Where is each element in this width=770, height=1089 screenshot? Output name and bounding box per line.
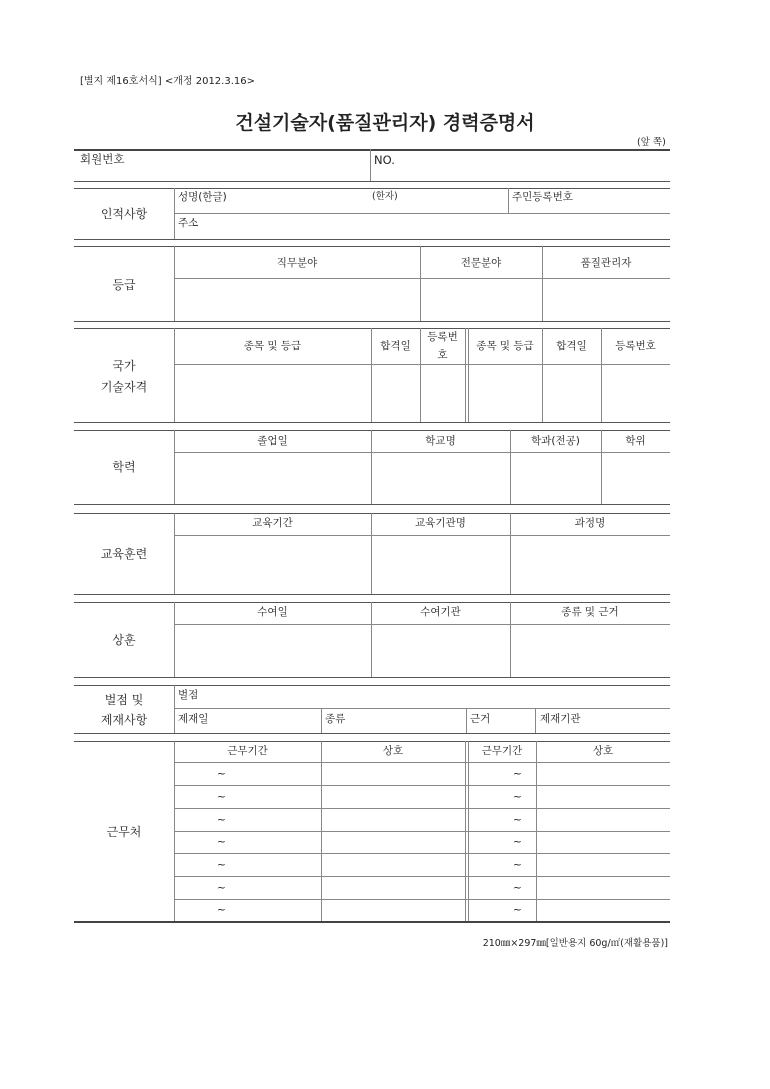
name-kor-label: 성명(한글) bbox=[178, 191, 227, 203]
edu-school: 학교명 bbox=[425, 435, 456, 447]
license-label2: 기술자격 bbox=[100, 380, 148, 394]
award-label: 상훈 bbox=[112, 633, 136, 647]
edu-top bbox=[74, 430, 670, 431]
work-row-line bbox=[174, 808, 670, 809]
work-company2: 상호 bbox=[592, 745, 614, 757]
page-title: 건설기술자(품질관리자) 경력증명서 bbox=[235, 112, 535, 134]
work-tilde2: ~ bbox=[513, 791, 522, 803]
work-period2: 근무기간 bbox=[481, 745, 523, 757]
work-tilde2: ~ bbox=[513, 768, 522, 780]
member-label: 회원번호 bbox=[80, 152, 125, 166]
train-institution: 교육기관명 bbox=[415, 517, 466, 529]
pen-div2 bbox=[321, 708, 322, 733]
work-row-line bbox=[174, 762, 670, 763]
personal-bottom bbox=[74, 239, 670, 240]
edu-bottom bbox=[74, 504, 670, 505]
address-label: 주소 bbox=[178, 217, 199, 229]
member-no-label: NO. bbox=[374, 153, 395, 167]
lic-item2: 종목 및 등급 bbox=[476, 340, 534, 352]
lic-div4 bbox=[465, 328, 466, 422]
work-row-line bbox=[174, 876, 670, 877]
personal-label: 인적사항 bbox=[100, 207, 148, 221]
train-mid bbox=[174, 535, 670, 536]
form-id: [별지 제16호서식] <개정 2012.3.16> bbox=[80, 76, 255, 87]
lic-mid bbox=[174, 364, 670, 365]
award-bottom bbox=[74, 677, 670, 678]
grade-bottom bbox=[74, 321, 670, 322]
lic-item: 종목 및 등급 bbox=[243, 340, 302, 352]
grade-col1: 직무분야 bbox=[276, 257, 318, 269]
resident-divider bbox=[508, 188, 509, 213]
penalty-date: 제재일 bbox=[178, 713, 209, 725]
train-bottom bbox=[74, 594, 670, 595]
penalty-penalty: 벌점 bbox=[178, 689, 199, 701]
license-label1: 국가 bbox=[112, 359, 136, 373]
award-type: 종류 및 근거 bbox=[561, 606, 619, 618]
work-tilde: ~ bbox=[217, 791, 226, 803]
grade-col2: 전문분야 bbox=[460, 257, 502, 269]
award-date: 수여일 bbox=[257, 606, 288, 618]
work-tilde: ~ bbox=[217, 768, 226, 780]
lic-reg-no-a: 등록번 bbox=[427, 331, 458, 343]
pen-div4 bbox=[535, 708, 536, 733]
name-han-label: (한자) bbox=[372, 191, 398, 202]
penalty-bottom bbox=[74, 733, 670, 734]
penalty-label2: 제재사항 bbox=[100, 713, 148, 727]
penalty-top bbox=[74, 685, 670, 686]
work-tilde2: ~ bbox=[513, 882, 522, 894]
edu-label: 학력 bbox=[112, 460, 136, 474]
lic-pass-date2: 합격일 bbox=[556, 340, 587, 352]
work-bottom bbox=[74, 921, 670, 923]
work-row-line bbox=[174, 899, 670, 900]
work-tilde: ~ bbox=[217, 859, 226, 871]
lic-pass-date: 합격일 bbox=[380, 340, 411, 352]
train-label: 교육훈련 bbox=[100, 547, 148, 561]
work-tilde: ~ bbox=[217, 836, 226, 848]
license-top bbox=[74, 328, 670, 329]
lic-reg-no2: 등록번호 bbox=[615, 340, 656, 352]
train-period: 교육기간 bbox=[252, 517, 293, 529]
penalty-basis: 근거 bbox=[470, 713, 491, 725]
grade-col3: 품질관리자 bbox=[580, 257, 632, 269]
penalty-label1: 벌점 및 bbox=[104, 693, 144, 707]
penalty-org: 제재기관 bbox=[540, 713, 581, 725]
grade-top bbox=[74, 246, 670, 247]
train-course: 과정명 bbox=[574, 517, 606, 529]
award-mid bbox=[174, 624, 670, 625]
work-company: 상호 bbox=[382, 745, 404, 757]
work-period: 근무기간 bbox=[227, 745, 268, 757]
work-tilde: ~ bbox=[217, 904, 226, 916]
footer-note: 210㎜×297㎜[일반용지 60g/㎡(재활용품)] bbox=[482, 938, 668, 949]
award-top bbox=[74, 602, 670, 603]
work-label: 근무처 bbox=[106, 825, 142, 839]
member-bottom bbox=[74, 181, 670, 182]
work-row-line bbox=[174, 785, 670, 786]
lic-reg-no-b: 호 bbox=[437, 349, 448, 361]
work-tilde2: ~ bbox=[513, 904, 522, 916]
resident-no-label: 주민등록번호 bbox=[512, 191, 573, 203]
edu-degree: 학위 bbox=[625, 435, 646, 447]
edu-major: 학과(전공) bbox=[531, 435, 580, 447]
top-border bbox=[74, 149, 670, 151]
grade-label: 등급 bbox=[112, 278, 136, 292]
work-tilde2: ~ bbox=[513, 836, 522, 848]
pen-div1 bbox=[174, 685, 175, 733]
personal-top bbox=[74, 188, 670, 189]
pen-mid bbox=[174, 708, 670, 709]
penalty-type: 종류 bbox=[325, 713, 346, 725]
work-row-line bbox=[174, 853, 670, 854]
personal-mid bbox=[174, 213, 670, 214]
pen-div3 bbox=[466, 708, 467, 733]
train-top bbox=[74, 513, 670, 514]
award-org: 수여기관 bbox=[420, 606, 461, 618]
work-tilde2: ~ bbox=[513, 814, 522, 826]
side-label: (앞 쪽) bbox=[637, 137, 666, 148]
edu-grad-date: 졸업일 bbox=[257, 435, 288, 447]
grade-mid bbox=[174, 278, 670, 279]
work-top bbox=[74, 741, 670, 742]
work-row-line bbox=[174, 831, 670, 832]
edu-mid bbox=[174, 452, 670, 453]
member-divider bbox=[370, 149, 371, 181]
work-tilde: ~ bbox=[217, 814, 226, 826]
work-tilde2: ~ bbox=[513, 859, 522, 871]
work-tilde: ~ bbox=[217, 882, 226, 894]
license-bottom bbox=[74, 422, 670, 423]
